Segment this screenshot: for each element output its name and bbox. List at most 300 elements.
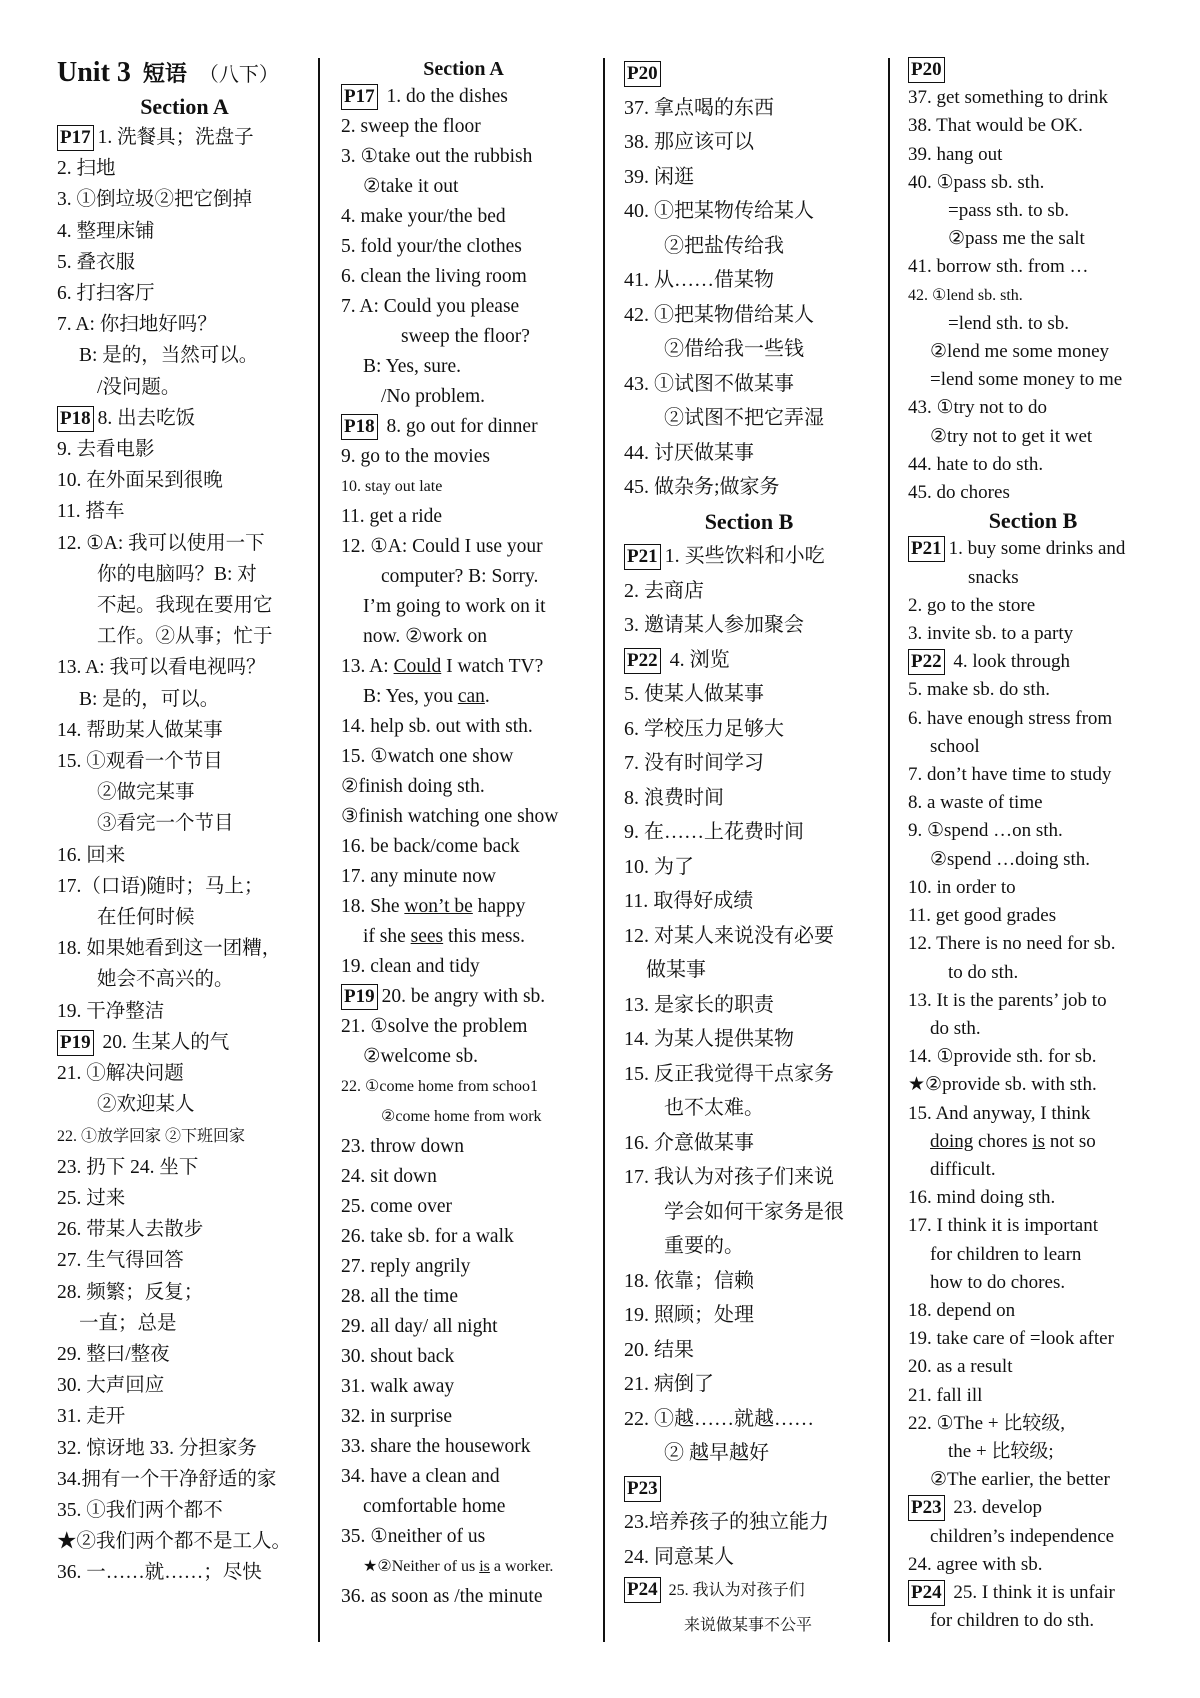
phrase-line [57,403,312,434]
phrase-text: 13. 是家长的职责 [624,993,774,1016]
phrase-line [908,310,1158,338]
phrase-text: 44. hate to do sth. [908,453,1044,475]
phrase-text: 20. 生某人的气 [97,1031,230,1053]
phrase-line [57,621,312,652]
phrase-line [908,789,1158,817]
phrase-line [341,1192,586,1222]
phrase-text: ③finish watching one show [341,806,559,827]
phrase-text: 4. make your/the bed [341,206,506,227]
phrase-text: ②spend …doing sth. [930,848,1091,870]
phrase-text: 3. ①倒垃圾②把它倒掉 [57,189,253,211]
phrase-text: 15. 反正我觉得干点家务 [624,1062,834,1085]
phrase-line [57,1557,312,1588]
phrase-line [624,1091,874,1126]
page-number-box: P24 [908,1580,945,1606]
phrase-text: 7. A: 你扫地好吗？ [57,314,217,336]
phrase-text: ②试图不把它弄湿 [664,407,824,429]
phrase-line [57,434,312,465]
phrase-text: 10. 在外面呆到很晚 [57,470,223,492]
phrase-line [341,1252,586,1282]
phrase-line [57,1433,312,1464]
phrase-line [624,919,874,954]
phrase-text: ②try not to get it wet [930,425,1093,447]
phrase-line [57,184,312,215]
phrase-line [341,1012,586,1042]
phrase-text: 26. take sb. for a walk [341,1226,514,1247]
phrase-line [908,1382,1158,1410]
phrase-line [624,643,874,678]
phrase-text: 4. look through [948,651,1070,673]
phrase-line [908,846,1158,874]
phrase-line [57,1495,312,1526]
phrase-line [341,1342,586,1372]
phrase-line [908,1494,1158,1522]
phrase-line [908,987,1158,1015]
phrase-line [341,1582,586,1612]
phrase-text: sweep the floor? [401,326,530,347]
section-heading: Section A [423,58,504,80]
column-1-chinese-section-a [57,56,312,1589]
phrase-line [57,559,312,590]
phrase-text: 25. come over [341,1196,453,1217]
phrase-text: 42. ①把某物借给某人 [624,303,814,326]
phrase-line [908,1128,1158,1156]
phrase-text: 25. I think it is unfair [948,1581,1115,1603]
phrase-line [57,465,312,496]
phrase-text: ②The earlier, the better [930,1469,1110,1491]
phrase-text: 29. all day/ all night [341,1316,498,1337]
phrase-text: 28. 频繁；反复； [57,1281,204,1303]
phrase-line [57,247,312,278]
phrase-text: =pass sth. to sb. [948,200,1070,222]
phrase-text: 30. 大声回应 [57,1375,165,1397]
phrase-line [341,652,586,682]
phrase-text: comfortable home [363,1496,506,1517]
phrase-line [57,528,312,559]
phrase-text: ②take it out [363,176,459,197]
phrase-text: ②finish doing sth. [341,776,485,797]
phrase-line [57,1027,312,1058]
phrase-line [624,988,874,1023]
phrase-text: difficult. [930,1158,996,1180]
phrase-line [57,1526,312,1557]
phrase-text: if she [363,926,411,947]
phrase-text: 13. It is the parents’ job to [908,989,1107,1011]
phrase-text: 2. 扫地 [57,158,116,180]
phrase-text: the + 比较级; [948,1440,1054,1462]
phrase-text: 5. 使某人做某事 [624,683,764,705]
phrase-text: 14. help sb. out with sth. [341,716,533,737]
phrase-text: ②欢迎某人 [97,1094,195,1116]
phrase-text: not so [1045,1130,1096,1152]
phrase-line [341,712,586,742]
phrase-line [624,1160,874,1195]
phrase-text: 10. in order to [908,876,1016,898]
phrase-line [624,436,874,471]
phrase-line [341,262,586,292]
phrase-text: 34.拥有一个干净舒适的家 [57,1468,277,1490]
phrase-line [908,1353,1158,1381]
phrase-text: 14. 为某人提供某物 [624,1028,794,1050]
phrase-text: 15. ①观看一个节目 [57,751,223,773]
phrase-line [908,1579,1158,1607]
phrase-line [624,884,874,919]
column-4-english-section-b [908,56,1158,1635]
phrase-text: happy [472,896,526,917]
phrase-text: 41. borrow sth. from … [908,256,1089,278]
phrase-line [341,892,586,922]
phrase-line [624,539,874,574]
phrase-line [341,1552,586,1582]
phrase-text: 2. go to the store [908,594,1036,616]
phrase-line [57,153,312,184]
phrase-text: 45. do chores [908,482,1010,504]
page-number-box: P24 [624,1577,661,1603]
phrase-text: 45. 做杂务;做家务 [624,476,780,498]
phrase-line [57,871,312,902]
phrase-text: 23. develop [948,1497,1043,1519]
phrase-line [908,535,1158,563]
phrase-line [57,1401,312,1432]
phrase-line [57,1121,312,1152]
phrase-text: 18. She [341,896,405,917]
phrase-text: 25. 我认为对孩子们 [664,1582,805,1599]
phrase-text: I’m going to work on it [363,596,546,617]
phrase-text: 来说做某事不公平 [684,1616,813,1634]
phrase-text: 22. ①放学回家 ②下班回家 [57,1127,246,1145]
phrase-line [57,1152,312,1183]
phrase-line [624,298,874,333]
phrase-line [624,263,874,298]
phrase-line [908,1212,1158,1240]
phrase-line [908,282,1158,310]
phrase-text: 你的电脑吗？B: 对 [97,563,257,585]
phrase-line [624,712,874,747]
phrase-text: 4. 整理床铺 [57,220,155,242]
phrase-text: 16. 介意做某事 [624,1131,754,1154]
phrase-line [908,1184,1158,1212]
underlined-word: won’t be [404,896,473,917]
phrase-line [624,1471,874,1506]
phrase-line [908,1156,1158,1184]
phrase-text: 18. depend on [908,1299,1016,1321]
phrase-text: 7. A: Could you please [341,296,520,317]
phrase-text: /No problem. [381,386,485,407]
phrase-text: 1. 洗餐具；洗盘子 [97,127,254,148]
phrase-line [908,648,1158,676]
phrase-text: 14. 帮助某人做某事 [57,719,223,741]
phrase-line [57,590,312,621]
underlined-word: Could [393,656,442,677]
phrase-line [341,592,586,622]
underlined-word: doing [930,1130,974,1152]
phrase-text: 10. stay out late [341,478,443,495]
phrase-line [624,91,874,126]
phrase-line [908,338,1158,366]
phrase-line [908,959,1158,987]
phrase-text: 3. 邀请某人参加聚会 [624,614,804,636]
phrase-line [624,367,874,402]
phrase-line [908,817,1158,845]
phrase-line [624,1298,874,1333]
phrase-text: ②welcome sb. [363,1046,478,1067]
phrase-line [908,1325,1158,1353]
phrase-text: I watch TV? [441,656,544,677]
phrase-text: 在任何时候 [97,907,195,929]
phrase-text: 2. sweep the floor [341,116,481,137]
phrase-text: 6. 打扫客厅 [57,283,155,305]
phrase-text: 7. don’t have time to study [908,764,1112,786]
phrase-line [341,1222,586,1252]
phrase-line [57,1370,312,1401]
phrase-text: =lend some money to me [930,369,1123,391]
phrase-text: this mess. [443,926,525,947]
phrase-line [624,332,874,367]
phrase-text: 35. ①neither of us [341,1526,486,1547]
phrase-text: 11. 取得好成绩 [624,890,754,912]
phrase-text: 21. ①解决问题 [57,1063,184,1085]
phrase-line [908,394,1158,422]
phrase-text: 3. ①take out the rubbish [341,146,533,167]
phrase-line [57,496,312,527]
underlined-word: is [479,1558,490,1575]
phrase-text: school [930,735,980,757]
phrase-line [908,366,1158,394]
phrase-text: chores [973,1130,1033,1152]
phrase-text: 11. get a ride [341,506,443,527]
phrase-line [908,1269,1158,1297]
phrase-line [624,1540,874,1575]
underlined-word: is [1032,1130,1046,1152]
phrase-text: 31. 走开 [57,1406,126,1428]
phrase-text: 做某事 [646,959,706,981]
phrase-line [908,761,1158,789]
phrase-text: 5. make sb. do sth. [908,679,1050,701]
phrase-line [341,232,586,262]
phrase-text: 16. be back/come back [341,836,520,857]
phrase-line [341,1522,586,1552]
page-number-box: P18 [57,406,94,432]
phrase-text: 34. have a clean and [341,1466,500,1487]
phrase-text: 学会如何干家务是很 [664,1200,844,1223]
phrase-text: how to do chores. [930,1271,1066,1293]
phrase-line [624,1022,874,1057]
phrase-line [908,1297,1158,1325]
phrase-line [624,1264,874,1299]
phrase-line [341,292,586,322]
phrase-text: 12. 对某人来说没有必要 [624,924,834,947]
phrase-text: 17. 我认为对孩子们来说 [624,1166,834,1188]
phrase-text: 2. 去商店 [624,579,704,602]
phrase-text: 41. 从……借某物 [624,269,774,291]
phrase-line [341,502,586,532]
phrase-line [908,423,1158,451]
phrase-line [341,1432,586,1462]
phrase-line [57,840,312,871]
phrase-line [624,229,874,264]
phrase-text: 15. And anyway, I think [908,1102,1091,1124]
phrase-text: 19. 干净整洁 [57,1000,165,1022]
phrase-text: 33. share the housework [341,1436,531,1457]
phrase-text: ③看完一个节目 [97,813,234,835]
phrase-text: 8. 浪费时间 [624,786,724,809]
phrase-line [341,1072,586,1102]
page-number-box: P20 [908,57,945,83]
phrase-line [624,677,874,712]
column-divider-2 [603,58,605,1642]
phrase-line [624,194,874,229]
phrase-text: 6. clean the living room [341,266,527,287]
phrase-line [908,1410,1158,1438]
phrase-text: 1. do the dishes [381,86,508,107]
phrase-line [624,1609,874,1644]
phrase-line [908,253,1158,281]
phrase-line [624,574,874,609]
phrase-text: 20. 结果 [624,1338,694,1361]
phrase-text: 40. ①pass sb. sth. [908,171,1045,193]
phrase-text: for children to learn [930,1243,1082,1265]
phrase-line [341,1282,586,1312]
phrase-text: 9. ①spend …on sth. [908,820,1063,842]
phrase-text: 43. ①试图不做某事 [624,372,794,395]
phrase-line [57,1277,312,1308]
phrase-text: 11. 搭车 [57,501,125,523]
phrase-line [624,1057,874,1092]
phrase-text: 14. ①provide sth. for sb. [908,1046,1097,1068]
phrase-text: 9. 去看电影 [57,439,155,461]
phrase-text: 3. invite sb. to a party [908,623,1074,645]
phrase-line [57,1058,312,1089]
phrase-text: B: Yes, you [363,686,458,707]
phrase-line [57,652,312,683]
phrase-line [341,682,586,712]
phrase-line [341,622,586,652]
phrase-text: a worker. [489,1558,554,1575]
phrase-line [908,1241,1158,1269]
phrase-text: children’s independence [930,1525,1115,1547]
phrase-text: ② 越早越好 [664,1442,769,1464]
phrase-line [341,922,586,952]
phrase-text: 29. 整曰/整夜 [57,1343,170,1365]
phrase-text: ★②provide sb. with sth. [908,1074,1097,1096]
phrase-text: 19. take care of =look after [908,1328,1114,1350]
phrase-text: 37. 拿点喝的东西 [624,96,774,119]
phrase-line [908,1015,1158,1043]
phrase-text: /没问题。 [97,376,181,398]
phrase-text: 27. 生气得回答 [57,1250,184,1272]
phrase-text: 10. 为了 [624,855,694,878]
phrase-line [57,122,312,153]
phrase-line [624,160,874,195]
page-number-box: P20 [624,61,661,87]
phrase-text: 23. throw down [341,1136,464,1157]
page-number-box: P19 [57,1030,94,1056]
phrase-line [908,902,1158,930]
phrase-text: B: 是的，可以。 [79,688,220,710]
phrase-text: 32. in surprise [341,1406,453,1427]
phrase-line [908,56,1158,84]
page-number-box: P21 [624,544,661,570]
title-grade: （八下） [198,64,279,86]
phrase-line [341,1492,586,1522]
phrase-line [908,1523,1158,1551]
phrase-text: 24. 同意某人 [624,1545,734,1568]
phrase-line [341,352,586,382]
phrase-text: 22. ①越……就越…… [624,1407,814,1430]
page-number-box: P18 [341,414,378,440]
phrase-line [624,815,874,850]
phrase-line [341,772,586,802]
phrase-line [341,802,586,832]
phrase-text: 37. get something to drink [908,87,1109,109]
unit-label: Unit 3 [57,57,131,88]
phrase-text: 12. ①A: 我可以使用一下 [57,532,265,554]
phrase-text: 4. 浏览 [664,648,730,671]
phrase-line [57,1183,312,1214]
page-number-box: P22 [908,649,945,675]
phrase-text: 42. ①lend sb. sth. [908,286,1023,304]
phrase-text: 17. I think it is important [908,1215,1098,1237]
phrase-line [57,216,312,247]
phrase-line [341,1132,586,1162]
phrase-text: 5. 叠衣服 [57,251,136,273]
phrase-text: 22. ①come home from schoo1 [341,1078,538,1095]
phrase-text: 32. 惊讶地 33. 分担家务 [57,1437,257,1459]
phrase-line [341,952,586,982]
phrase-line [341,1042,586,1072]
phrase-line [624,56,874,91]
phrase-text: 1. buy some drinks and [948,538,1126,560]
underlined-word: sees [410,926,444,947]
phrase-line [57,372,312,403]
phrase-text: . [484,686,490,707]
phrase-line [57,902,312,933]
phrase-line [908,874,1158,902]
unit-title [57,56,312,92]
section-heading: Section A [140,94,229,119]
phrase-line [341,1162,586,1192]
phrase-text: 17. any minute now [341,866,496,887]
phrase-line [624,1367,874,1402]
phrase-line [57,964,312,995]
page-number-box: P22 [624,648,661,674]
phrase-text: 6. 学校压力足够大 [624,717,784,740]
phrase-line [908,141,1158,169]
phrase-line [908,1100,1158,1128]
phrase-line [908,1043,1158,1071]
phrase-line [341,412,586,442]
phrase-text: 43. ①try not to do [908,397,1047,419]
phrase-text: 21. fall ill [908,1384,983,1406]
phrase-text: 8. go out for dinner [381,416,538,437]
phrase-text: 26. 带某人去散步 [57,1219,204,1241]
phrase-line [624,1402,874,1437]
phrase-text: 她会不高兴的。 [97,969,234,991]
phrase-line [341,982,586,1012]
phrase-text: 16. 回来 [57,844,126,866]
phrase-line [341,742,586,772]
phrase-line [341,1312,586,1342]
phrase-text: 工作。②从事；忙于 [97,626,273,648]
phrase-text: B: Yes, sure. [363,356,462,377]
phrase-text: 31. walk away [341,1376,455,1397]
phrase-line [341,862,586,892]
phrase-text: 30. shout back [341,1346,455,1367]
phrase-text: 一直；总是 [79,1312,177,1334]
phrase-text: 6. have enough stress from [908,707,1113,729]
phrase-text: 9. go to the movies [341,446,490,467]
phrase-text: 12. There is no need for sb. [908,933,1116,955]
